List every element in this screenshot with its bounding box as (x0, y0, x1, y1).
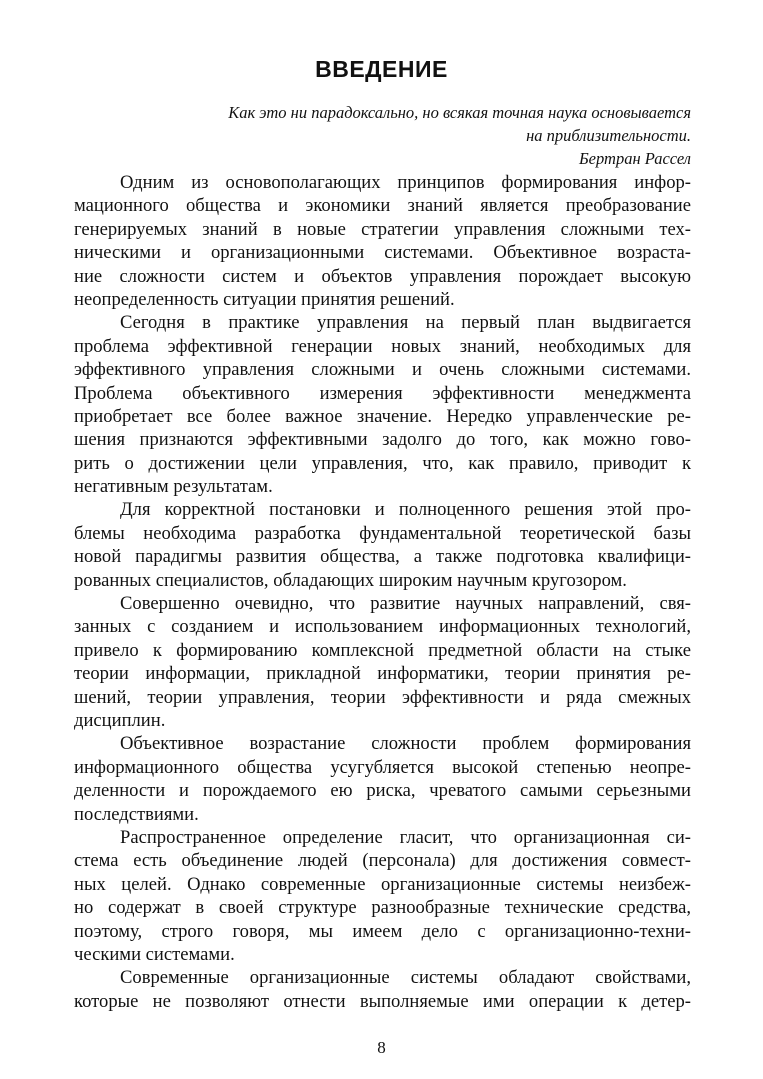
paragraph-line: дисциплин. (74, 709, 166, 731)
paragraph (74, 966, 691, 1013)
paragraph-line: Сегодня в практике управления на первый план выдвигается (120, 312, 691, 334)
paragraph (74, 826, 691, 966)
paragraph (74, 498, 691, 592)
paragraph-line: рить о достижении цели управления, что, как правило, приводит к (74, 452, 691, 474)
paragraph-line: рованных специалистов, обладающих широким научным кругозором. (74, 569, 627, 591)
paragraph-line: шений, теории управления, теории эффективности и ряда смежных (74, 686, 691, 708)
paragraph (74, 732, 691, 826)
paragraph-line: мационного общества и экономики знаний является преобразование (74, 195, 691, 217)
paragraph-line: поэтому, строго говоря, мы имеем дело с организационно-техни- (74, 920, 691, 942)
paragraph (74, 171, 691, 311)
paragraph-line: которые не позволяют отнести выполняемые ими операции к детер- (74, 990, 691, 1012)
paragraph-line: Объективное возрастание сложности проблем формирования (120, 733, 691, 755)
paragraph-line: Совершенно очевидно, что развитие научных направлений, свя- (120, 593, 691, 615)
epigraph-line: Как это ни парадоксально, но всякая точная наука основывается (228, 103, 691, 122)
paragraph-line: ческими системами. (74, 943, 235, 965)
paragraph-line: Для корректной постановки и полноценного решения этой про- (120, 499, 691, 521)
page-number: 8 (377, 1038, 386, 1057)
paragraph-line: новой парадигмы развития общества, а также подготовка квалифици- (74, 546, 691, 568)
paragraph-line: занных с созданием и использованием информационных технологий, (74, 616, 691, 638)
paragraph (74, 311, 691, 498)
epigraph-line: на приблизительности. (526, 126, 691, 145)
epigraph (131, 101, 691, 170)
paragraph-line: шения признаются эффективными задолго до того, как можно гово- (74, 429, 691, 451)
paragraph-line: Современные организационные системы обладают свойствами, (120, 967, 691, 989)
epigraph-author: Бертран Рассел (578, 149, 691, 168)
paragraph (74, 592, 691, 732)
paragraph-line: деленности и порождаемого ею риска, чреватого самыми серьезными (74, 780, 691, 802)
paragraph-line: теории информации, прикладной информатики, теории принятия ре- (74, 663, 691, 685)
paragraph-line: Проблема объективного измерения эффективности менеджмента (74, 382, 691, 404)
paragraph-line: неопределенность ситуации принятия решений. (74, 288, 455, 310)
paragraph-line: блемы необходима разработка фундаментальной теоретической базы (74, 522, 691, 544)
paragraph-line: информационного общества усугубляется высокой степенью неопре- (74, 756, 691, 778)
paragraph-line: но содержат в своей структуре разнообразные технические средства, (74, 897, 691, 919)
page-title: ВВЕДЕНИЕ (315, 56, 448, 82)
paragraph-line: Распространенное определение гласит, что организационная си- (120, 826, 691, 848)
paragraph-line: генерируемых знаний в новые стратегии управления сложными тех- (74, 218, 691, 240)
paragraph-line: ническими и организационными системами. Объективное возраста- (74, 242, 691, 264)
paragraph-line: ние сложности систем и объектов управления порождает высокую (74, 265, 691, 287)
paragraph-line: последствиями. (74, 803, 199, 825)
paragraph-line: привело к формированию комплексной предметной области на стыке (74, 639, 691, 661)
paragraph-line: проблема эффективной генерации новых знаний, необходимых для (74, 335, 691, 357)
paragraph-line: негативным результатам. (74, 476, 273, 498)
paragraph-line: Одним из основополагающих принципов формирования инфор- (120, 172, 691, 193)
body-text (74, 171, 691, 1013)
paragraph-line: ных целей. Однако современные организационные системы неизбеж- (74, 873, 691, 895)
paragraph-line: эффективного управления сложными и очень сложными системами. (74, 359, 691, 381)
paragraph-line: стема есть объединение людей (персонала) для достижения совмест- (74, 850, 691, 872)
paragraph-line: приобретает все более важное значение. Нередко управленческие ре- (74, 405, 691, 427)
